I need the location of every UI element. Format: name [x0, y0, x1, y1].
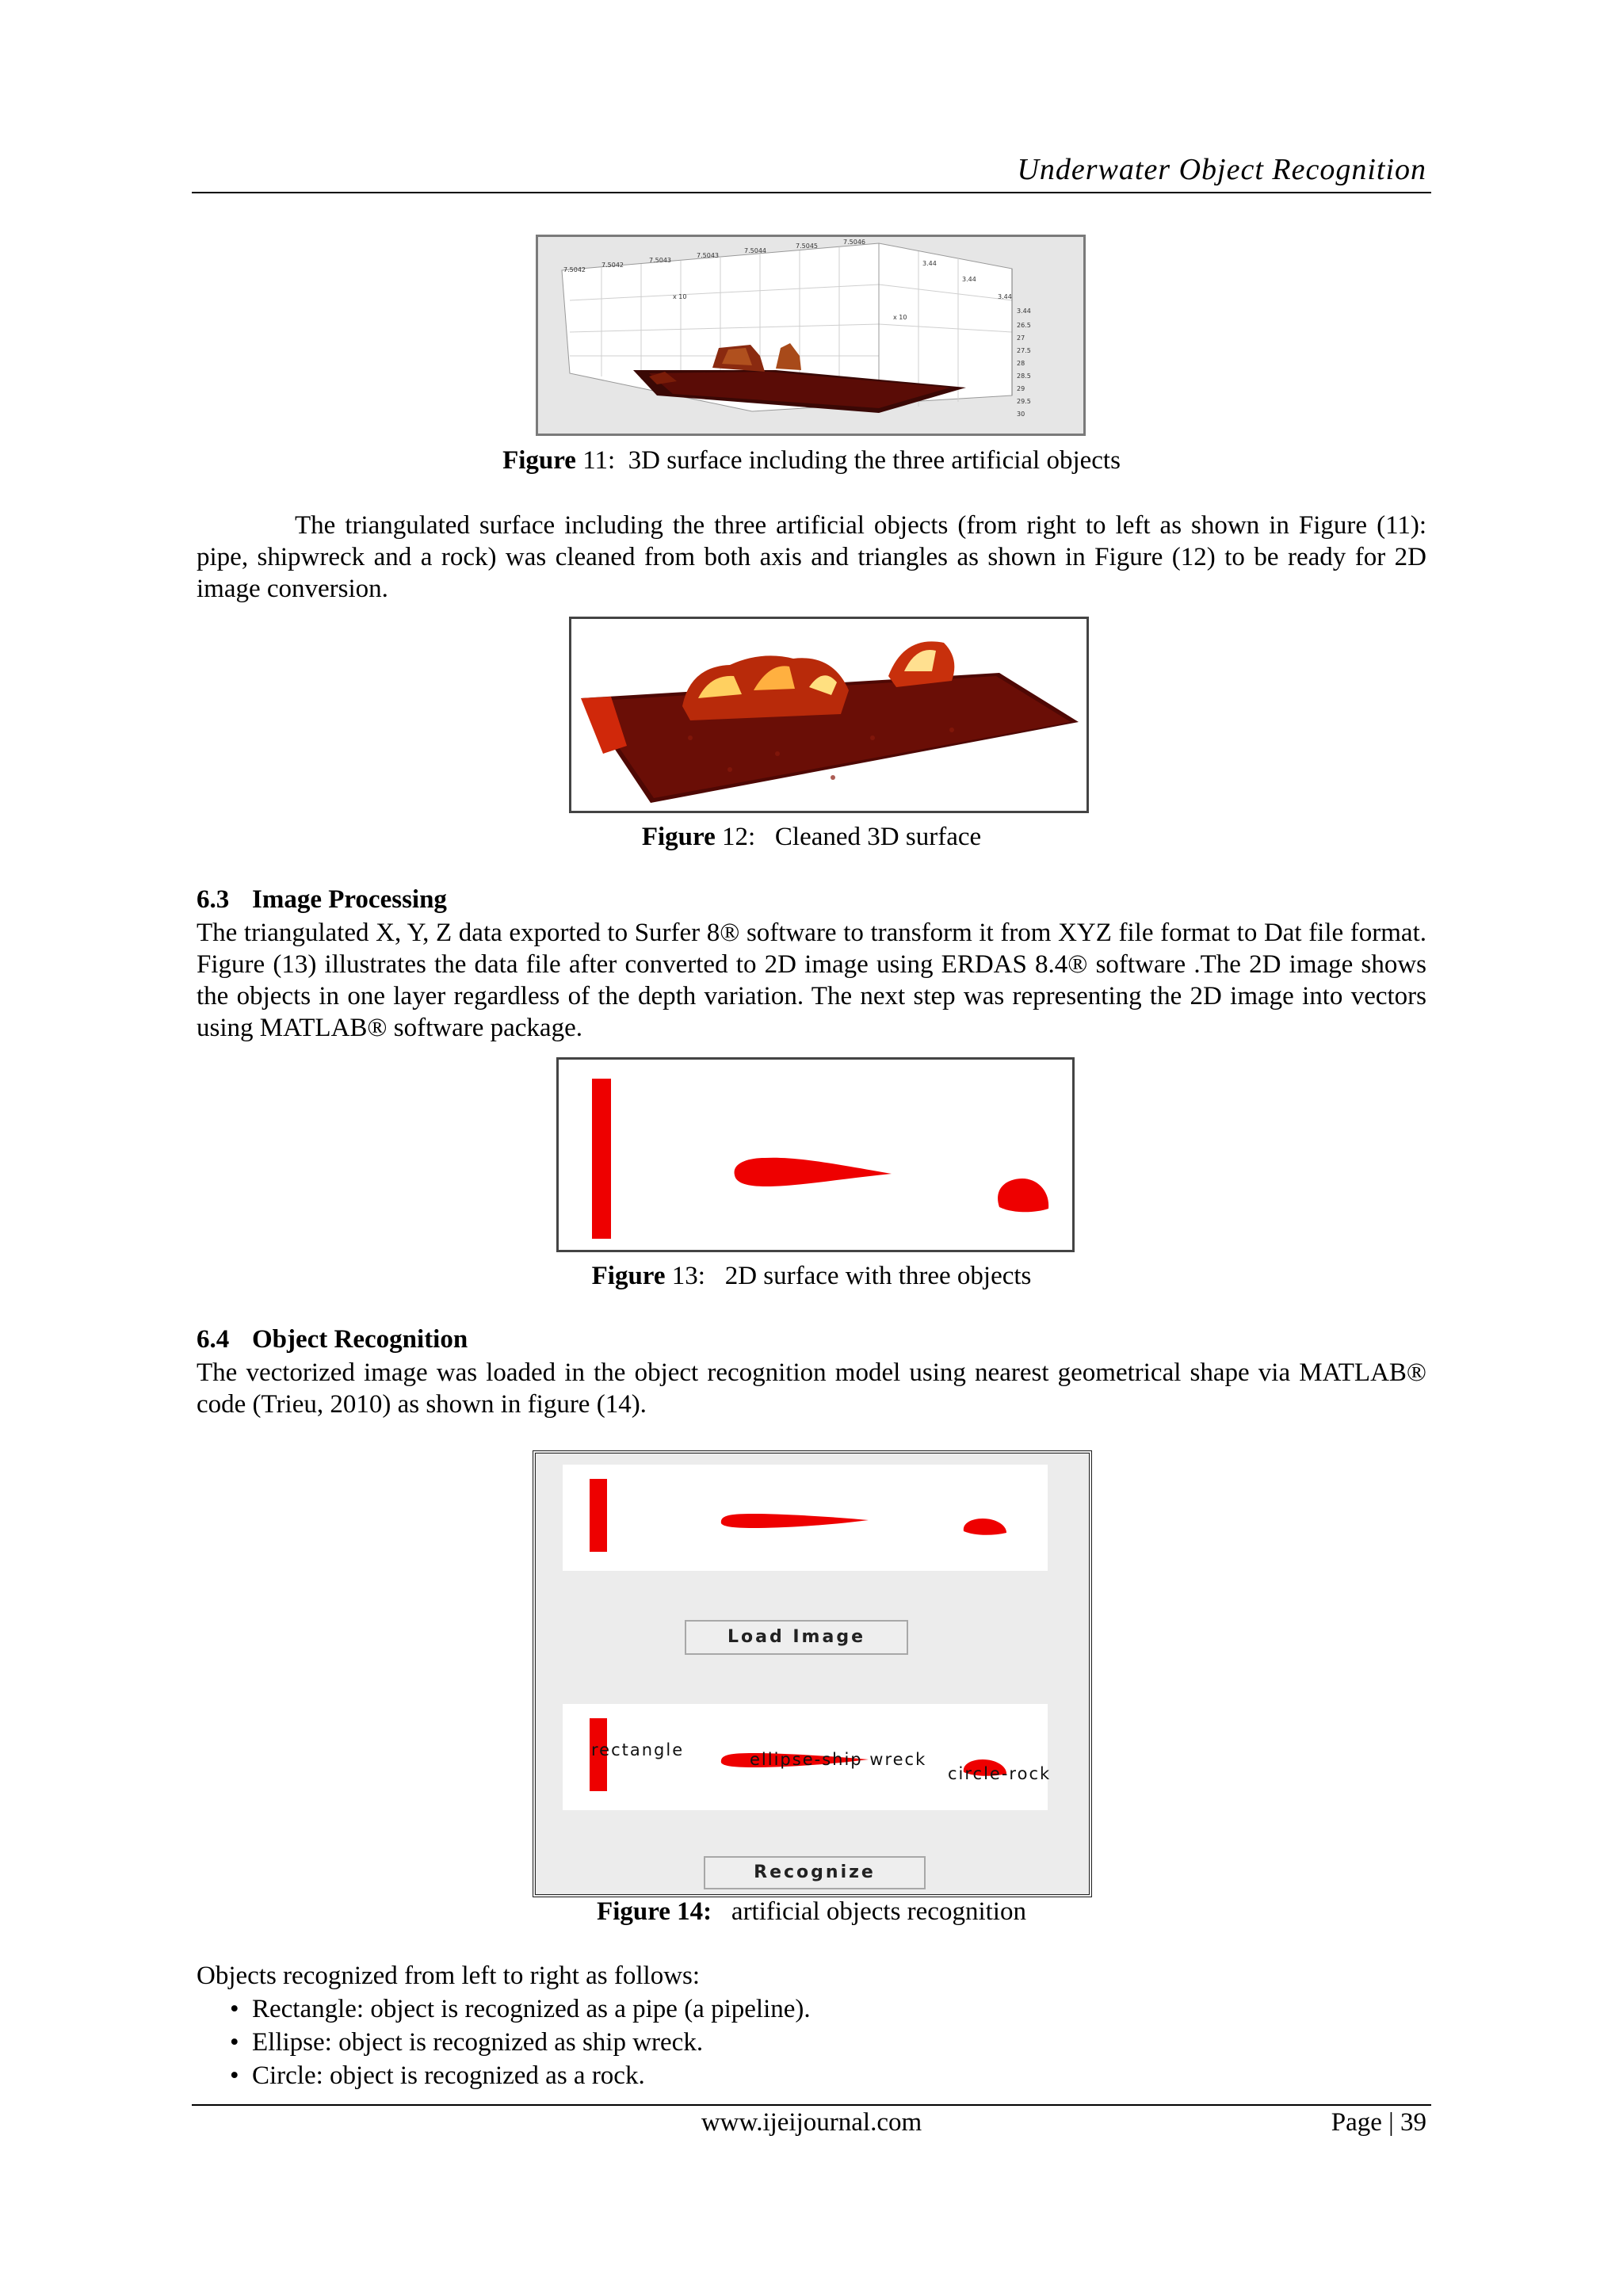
tick-label: 28.5 — [1017, 372, 1031, 380]
section-title: Object Recognition — [252, 1325, 468, 1354]
tick-label: 3.44 — [922, 260, 937, 267]
figure-14-caption — [0, 1897, 1623, 1927]
tick-label: 7.5045 — [796, 243, 818, 250]
footer-url: www.ijeijournal.com — [701, 2108, 922, 2137]
caption-label: Figure — [641, 823, 716, 851]
exponent-label: x 10 — [893, 314, 907, 321]
figure-12-image — [569, 617, 1089, 813]
rectangle-object — [592, 1079, 611, 1239]
caption-label: Figure 14: — [597, 1897, 712, 1926]
caption-text: 3D surface including the three artificial objects — [628, 446, 1121, 475]
tick-label: 7.5043 — [697, 252, 719, 259]
tick-label: 3.44 — [1017, 308, 1031, 315]
paragraph-image-processing: The triangulated X, Y, Z data exported to Surfer 8® software to transform it from XYZ file format to Dat file format. Figure (13) illustrates the data file after converted to 2D image using ERDAS 8.4® software .The 2D image shows the objects in one layer regardless of the depth variation. The next step was representing the 2D image into vectors using MATLAB® software package. — [197, 919, 1426, 1042]
tick-label: 3.44 — [962, 276, 976, 283]
figure-11-image — [536, 235, 1086, 436]
paragraph-object-recognition: The vectorized image was loaded in the object recognition model using nearest geometrical shape via MATLAB® code (Trieu, 2010) as shown in figure (14). — [197, 1358, 1426, 1419]
rectangle-label: rectangle — [591, 1740, 685, 1759]
figure-14-gui-window — [533, 1450, 1092, 1897]
tick-label: 26.5 — [1017, 322, 1031, 329]
section-heading-6-3 — [197, 885, 447, 915]
paragraph-results-intro: Objects recognized from left to right as follows: — [197, 1962, 701, 1990]
figure-11-caption — [0, 446, 1623, 476]
results-bullet-list — [230, 1992, 811, 2092]
bullet-item: • Circle: object is recognized as a rock. — [230, 2059, 811, 2092]
caption-number: 12: — [722, 823, 756, 851]
figure-13-image — [556, 1057, 1075, 1252]
tick-label: 28 — [1017, 360, 1025, 367]
caption-label: Figure — [502, 446, 576, 475]
paragraph-figure12-intro: The triangulated surface including the three artificial objects (from right to left as shown in Figure (11): pipe, shipwreck and a rock) was cleaned from both axis and triangles as shown in Figure (12) to be ready for 2D image conversion. — [197, 511, 1426, 603]
footer-page-number: Page | 39 — [1331, 2108, 1426, 2137]
bullet-item: • Rectangle: object is recognized as a pipe (a pipeline). — [230, 1992, 811, 2026]
tick-label: 30 — [1017, 411, 1025, 418]
ellipse-label: ellipse-ship wreck — [750, 1750, 927, 1769]
caption-number: 13: — [671, 1262, 705, 1290]
circle-label: circle-rock — [948, 1764, 1052, 1783]
caption-text: Cleaned 3D surface — [774, 823, 982, 851]
tick-label: 7.5043 — [649, 257, 671, 264]
header-rule — [192, 192, 1431, 193]
section-title: Image Processing — [252, 885, 447, 914]
exponent-label: x 10 — [673, 293, 687, 300]
caption-number: 11: — [582, 446, 616, 475]
tick-label: 7.5042 — [601, 262, 624, 269]
figure-12-caption — [0, 823, 1623, 852]
result-image-panel — [563, 1704, 1052, 1810]
input-image-panel — [563, 1465, 1048, 1571]
tick-label: 7.5046 — [843, 239, 865, 246]
caption-text: artificial objects recognition — [731, 1897, 1026, 1926]
running-header-title: Underwater Object Recognition — [1017, 153, 1426, 186]
figure-13-caption — [0, 1262, 1623, 1291]
section-number: 6.3 — [197, 885, 230, 914]
tick-label: 7.5044 — [744, 247, 766, 254]
footer-rule — [192, 2104, 1431, 2106]
tick-label: 3.44 — [998, 293, 1012, 300]
bullet-item: • Ellipse: object is recognized as ship wreck. — [230, 2026, 811, 2059]
tick-label: 7.5042 — [563, 266, 586, 273]
tick-label: 27.5 — [1017, 347, 1031, 354]
section-number: 6.4 — [197, 1325, 230, 1354]
tick-label: 29.5 — [1017, 398, 1031, 405]
tick-label: 27 — [1017, 334, 1025, 342]
caption-text: 2D surface with three objects — [724, 1262, 1032, 1290]
tick-label: 29 — [1017, 385, 1025, 392]
load-image-button[interactable]: Load Image — [685, 1620, 908, 1655]
section-heading-6-4 — [197, 1325, 468, 1354]
caption-label: Figure — [591, 1262, 666, 1290]
recognize-button[interactable]: Recognize — [704, 1856, 926, 1889]
